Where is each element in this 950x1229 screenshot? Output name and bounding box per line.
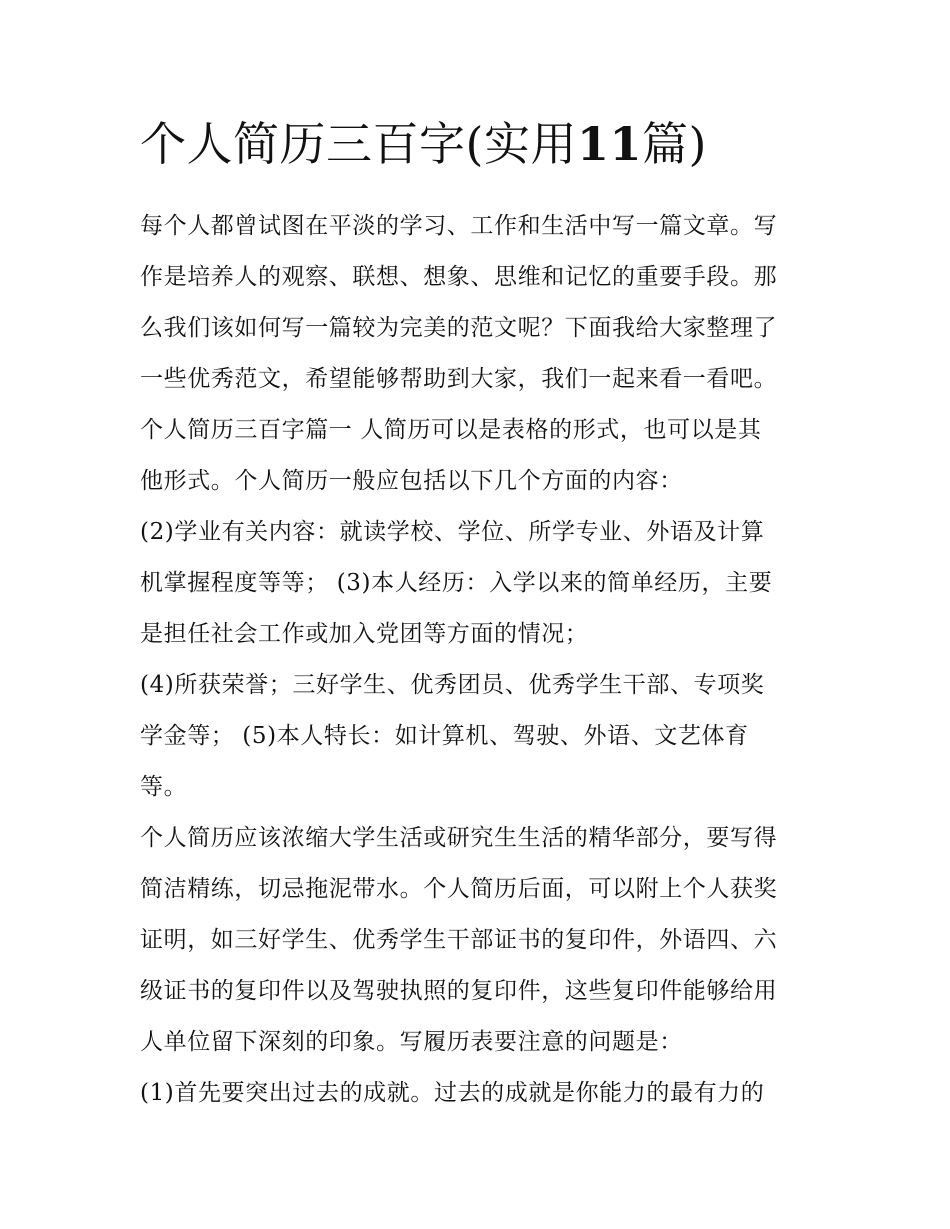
body-line: (4)所获荣誉；三好学生、优秀团员、优秀学生干部、专项奖 [140, 672, 765, 698]
document-body [140, 201, 820, 1119]
body-line: 作是培养人的观察、联想、想象、思维和记忆的重要手段。那 [140, 264, 778, 290]
body-line: (1)首先要突出过去的成就。过去的成就是你能力的最有力的 [140, 1080, 765, 1106]
body-line: 人单位留下深刻的印象。写履历表要注意的问题是： [140, 1029, 683, 1055]
body-line: (2)学业有关内容：就读学校、学位、所学专业、外语及计算 [140, 519, 765, 545]
body-line: 学金等； (5)本人特长：如计算机、驾驶、外语、文艺体育 [140, 723, 749, 749]
title-prefix: 个人简历三百字(实用 [140, 117, 577, 171]
body-line: 每个人都曾试图在平淡的学习、工作和生活中写一篇文章。写 [140, 213, 778, 239]
body-line: 机掌握程度等等； (3)本人经历：入学以来的简单经历，主要 [140, 570, 773, 596]
body-line: 他形式。个人简历一般应包括以下几个方面的内容： [140, 468, 683, 494]
title-number: 11 [576, 117, 642, 171]
body-line: 个人简历应该浓缩大学生活或研究生生活的精华部分，要写得 [140, 825, 778, 851]
body-line: 证明，如三好学生、优秀学生干部证书的复印件，外语四、六 [140, 927, 778, 953]
body-line: 级证书的复印件以及驾驶执照的复印件，这些复印件能够给用 [140, 978, 778, 1004]
body-line: 等。 [140, 774, 188, 800]
body-line: 么我们该如何写一篇较为完美的范文呢？下面我给大家整理了 [140, 315, 778, 341]
body-line: 是担任社会工作或加入党团等方面的情况； [140, 621, 589, 647]
document-title [140, 112, 707, 176]
body-line: 个人简历三百字篇一 人简历可以是表格的形式，也可以是其 [140, 417, 762, 443]
title-suffix: 篇) [641, 117, 707, 171]
body-line: 简洁精练，切忌拖泥带水。个人简历后面，可以附上个人获奖 [140, 876, 778, 902]
body-line: 一些优秀范文，希望能够帮助到大家，我们一起来看一看吧。 [140, 366, 778, 392]
